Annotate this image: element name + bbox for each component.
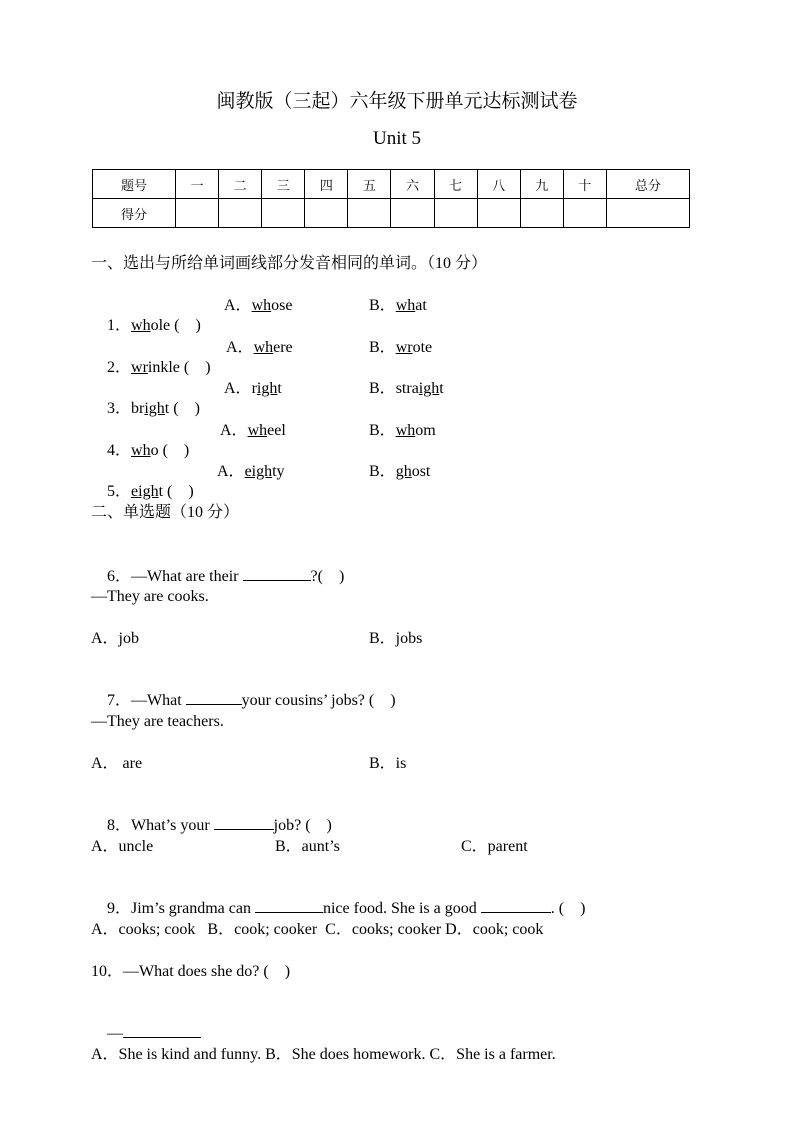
answer-parentheses[interactable]: ( ) <box>174 317 201 334</box>
option-label: A． <box>224 297 252 314</box>
underlined-letters: igh <box>144 400 165 417</box>
score-cell: 二 <box>219 170 262 199</box>
option-b[interactable] <box>369 421 436 441</box>
option-b[interactable]: B．jobs <box>369 630 423 647</box>
answer-blank[interactable] <box>186 690 242 705</box>
question-text: 7．—What <box>107 692 186 709</box>
score-input-cell[interactable] <box>477 199 520 228</box>
word-start: stra <box>395 380 419 397</box>
score-cell: 题号 <box>93 170 176 199</box>
score-cell: 五 <box>348 170 391 199</box>
underlined-letters: eigh <box>131 483 159 500</box>
underlined-letters: wh <box>247 422 268 439</box>
underlined-letters: wh <box>131 442 151 459</box>
option-label: B． <box>369 339 396 356</box>
option-b[interactable] <box>369 379 444 399</box>
underlined-letters: gh <box>395 463 412 480</box>
word-rest: t <box>439 380 444 397</box>
option-label: A． <box>226 339 254 356</box>
underlined-letters: igh <box>418 380 440 397</box>
answer-blank[interactable] <box>123 1023 201 1038</box>
word-rest: ote <box>412 339 433 356</box>
question-6-answer: —They are cooks. <box>91 588 209 605</box>
word-rest: om <box>415 422 436 439</box>
score-table <box>92 169 690 228</box>
answer-parentheses[interactable]: ( ) <box>162 442 190 459</box>
underlined-letters: wh <box>395 422 416 439</box>
score-cell: 八 <box>477 170 520 199</box>
word-rest: ty <box>272 463 285 480</box>
word-rest: o <box>150 442 159 459</box>
option-label: B． <box>369 422 396 439</box>
option-label: B． <box>369 380 396 397</box>
underlined-letters: wr <box>395 339 413 356</box>
word-rest: inkle <box>147 359 180 376</box>
score-table-score-row <box>93 199 690 228</box>
option-label: A． <box>224 380 252 397</box>
question-text: job? ( ) <box>273 817 332 834</box>
option-b[interactable]: B．aunt’s <box>275 838 340 855</box>
option-label: B． <box>369 463 396 480</box>
underlined-letters: igh <box>256 380 278 397</box>
option-a[interactable] <box>224 379 282 399</box>
option-b[interactable] <box>369 462 430 482</box>
answer-blank[interactable] <box>255 898 323 913</box>
question-9-options[interactable]: A．cooks; cook B．cook; cooker C．cooks; cooker D．cook; cook <box>91 921 544 938</box>
underlined-letters: eigh <box>244 463 273 480</box>
word-rest: ose <box>271 297 293 314</box>
question-text: 6．—What are their <box>107 568 243 585</box>
score-cell: 九 <box>520 170 563 199</box>
score-cell: 一 <box>176 170 219 199</box>
question-text: ?( ) <box>310 568 345 585</box>
question-text: 9．Jim’s grandma can <box>107 900 255 917</box>
dash: — <box>107 1025 123 1042</box>
score-cell: 六 <box>391 170 434 199</box>
question-text: . ( ) <box>550 900 586 917</box>
section1-heading: 一、选出与所给单词画线部分发音相同的单词。（10 分） <box>91 255 488 272</box>
score-input-cell[interactable] <box>606 199 689 228</box>
score-input-cell[interactable] <box>520 199 563 228</box>
answer-parentheses[interactable]: ( ) <box>173 400 200 417</box>
score-cell: 三 <box>262 170 305 199</box>
score-input-cell[interactable] <box>563 199 606 228</box>
question-number: 2． <box>107 359 132 376</box>
option-b[interactable]: B．is <box>369 755 407 772</box>
option-a[interactable] <box>224 296 292 316</box>
option-c[interactable]: C．parent <box>461 838 528 855</box>
score-input-cell[interactable] <box>262 199 305 228</box>
option-b[interactable] <box>369 296 427 316</box>
question-number: 5． <box>107 483 132 500</box>
word-rest: ere <box>273 339 293 356</box>
answer-parentheses[interactable]: ( ) <box>167 483 194 500</box>
score-input-cell[interactable] <box>434 199 477 228</box>
underlined-letters: wh <box>395 297 416 314</box>
word-rest: eel <box>267 422 286 439</box>
score-cell: 七 <box>434 170 477 199</box>
score-cell: 十 <box>563 170 606 199</box>
option-a[interactable]: A．uncle <box>91 838 154 855</box>
option-a[interactable] <box>217 462 285 482</box>
option-a[interactable] <box>220 421 286 441</box>
score-table-header-row <box>93 170 690 199</box>
question-10-options[interactable]: A．She is kind and funny. B．She does homework. C．She is a farmer. <box>91 1046 556 1063</box>
option-label: A． <box>217 463 245 480</box>
word-start: r <box>251 380 257 397</box>
underlined-letters: wh <box>253 339 274 356</box>
question-10: 10．—What does she do? ( ) <box>91 963 291 980</box>
answer-blank[interactable] <box>481 898 551 913</box>
answer-blank[interactable] <box>214 815 274 830</box>
option-a[interactable] <box>226 338 293 358</box>
option-a[interactable]: A． are <box>91 755 143 772</box>
score-input-cell[interactable] <box>219 199 262 228</box>
underlined-letters: wr <box>131 359 148 376</box>
section2-heading: 二、单选题（10 分） <box>91 504 240 521</box>
question-number: 4． <box>107 442 132 459</box>
option-a[interactable]: A．job <box>91 630 140 647</box>
question-7-answer: —They are teachers. <box>91 713 224 730</box>
answer-blank[interactable] <box>243 566 311 581</box>
question-number: 1． <box>107 317 132 334</box>
word-rest: t <box>164 400 170 417</box>
answer-parentheses[interactable]: ( ) <box>183 359 211 376</box>
score-input-cell[interactable] <box>305 199 348 228</box>
option-label: B． <box>369 297 396 314</box>
worksheet-title: 闽教版（三起）六年级下册单元达标测试卷 <box>216 91 578 112</box>
word-rest: at <box>415 297 427 314</box>
option-label: A． <box>220 422 248 439</box>
score-cell: 四 <box>305 170 348 199</box>
word-rest: ost <box>411 463 431 480</box>
unit-title: Unit 5 <box>372 128 422 149</box>
underlined-letters: wh <box>251 297 272 314</box>
question-text: 8．What’s your <box>107 817 214 834</box>
option-b[interactable] <box>369 338 432 358</box>
score-input-cell[interactable] <box>348 199 391 228</box>
question-text: nice food. She is a good <box>322 900 481 917</box>
score-input-cell[interactable] <box>176 199 219 228</box>
question-number: 3． <box>107 400 132 417</box>
word-start: br <box>131 400 145 417</box>
score-cell: 总分 <box>606 170 689 199</box>
score-cell: 得分 <box>93 199 176 228</box>
underlined-letters: wh <box>131 317 151 334</box>
score-input-cell[interactable] <box>391 199 434 228</box>
word-rest: t <box>158 483 164 500</box>
question-text: your cousins’ jobs? ( ) <box>241 692 396 709</box>
word-rest: ole <box>150 317 171 334</box>
word-rest: t <box>277 380 282 397</box>
